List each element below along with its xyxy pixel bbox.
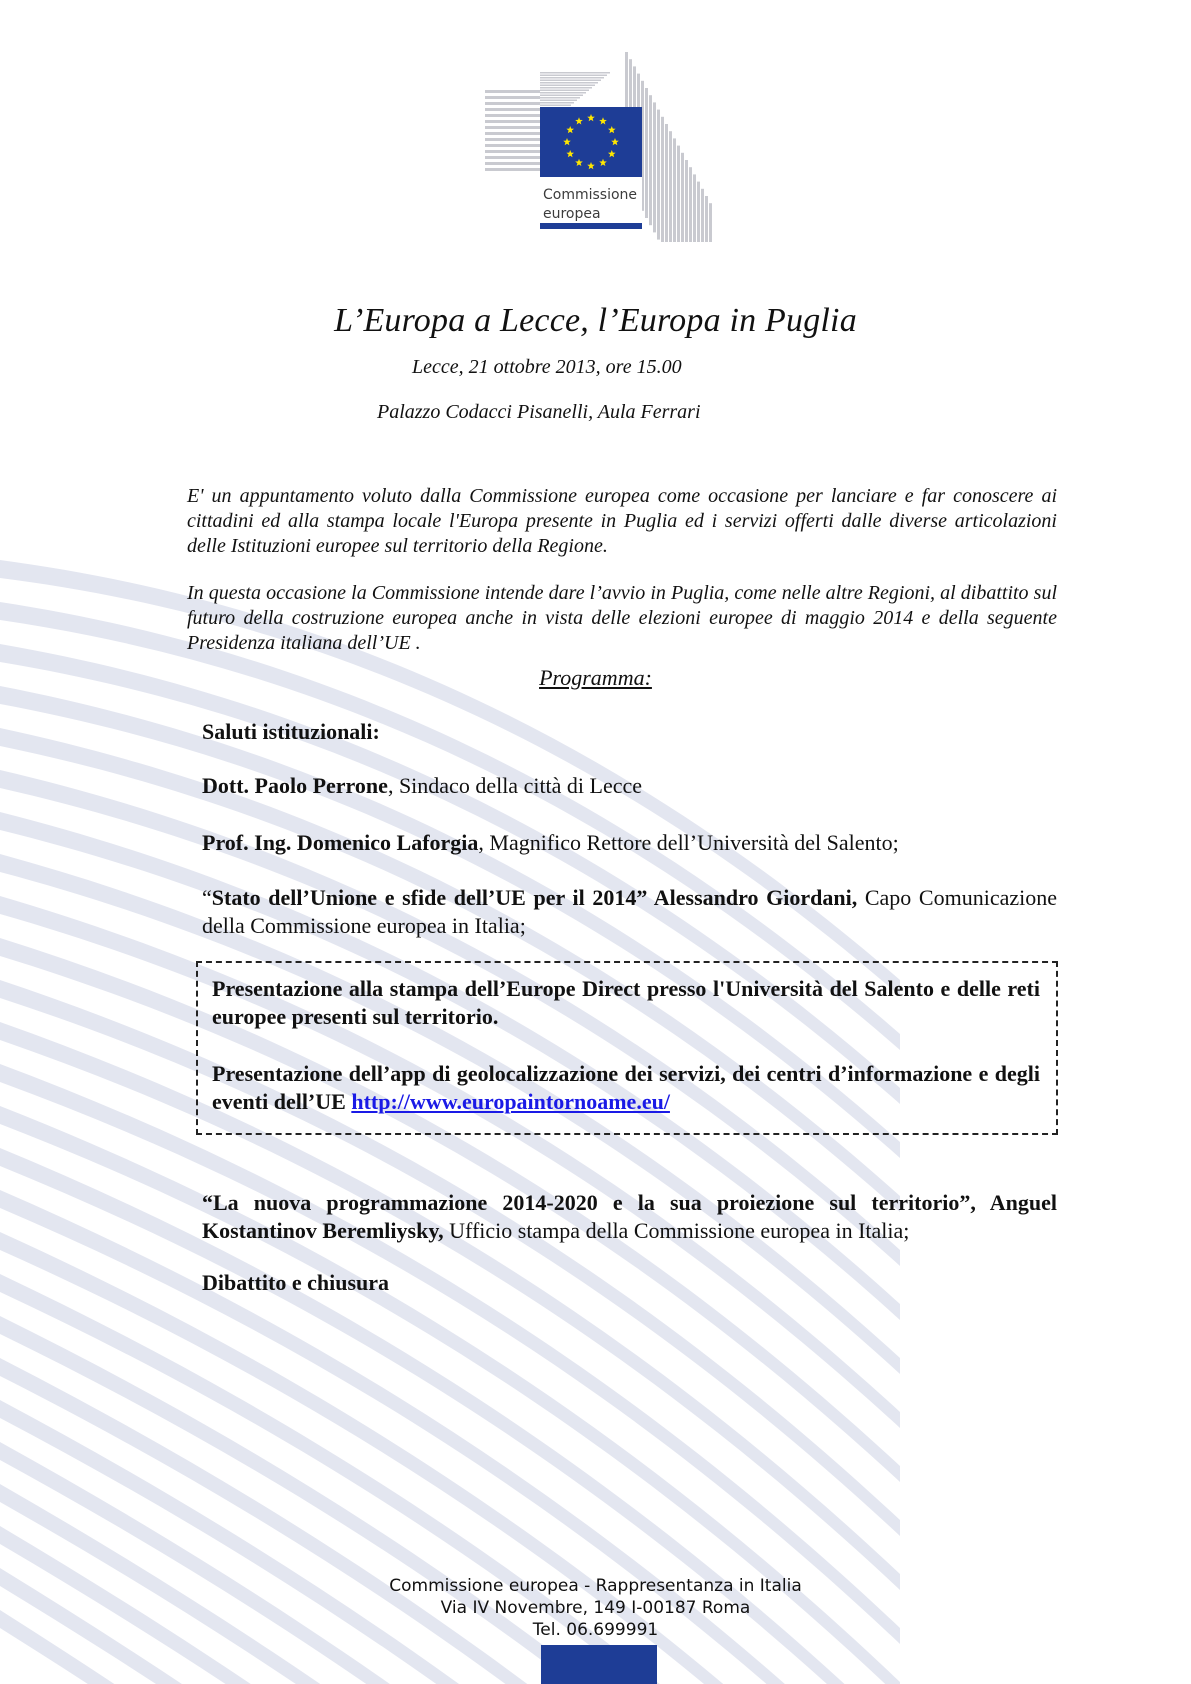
speaker-perrone (202, 772, 1057, 800)
logo-underline-bar (540, 223, 642, 229)
speaker-beremliysky-title: “La nuova programmazione 2014-2020 e la sua proiezione sul territorio”, Anguel Kostantinov Beremliysky, (202, 1190, 1057, 1243)
footer-blue-bar (541, 1645, 657, 1684)
presentation-app (212, 1060, 1040, 1116)
speaker-giordani-title: Stato dell’Unione e sfide dell’UE per il 2014” Alessandro Giordani, (211, 885, 858, 910)
programme-heading: Programma: (539, 665, 652, 690)
intro-paragraph-2: In questa occasione la Commissione intende dare l’avvio in Puglia, come nelle altre Regioni, al dibattito sul futuro della costruzione europea anche in vista delle elezioni europee di maggio 2014 e della seguente Presidenza italiana dell’UE . (187, 582, 1057, 654)
presentation-app-text: Presentazione dell’app di geolocalizzazione dei servizi, dei centri d’informazione e degli eventi dell’UE (212, 1061, 1040, 1114)
speaker-beremliysky-role: Ufficio stampa della Commissione europea in Italia; (443, 1218, 910, 1243)
event-title: L’Europa a Lecce, l’Europa in Puglia (334, 302, 857, 339)
presentation-europe-direct: Presentazione alla stampa dell’Europe Direct presso l'Università del Salento e delle reti europee presenti sul territorio. (212, 976, 1040, 1029)
speaker-giordani-role: Capo Comunicazione della Commissione europea in Italia; (202, 885, 1057, 938)
speaker-beremliysky (202, 1189, 1057, 1245)
event-venue: Palazzo Codacci Pisanelli, Aula Ferrari (377, 401, 701, 423)
speaker-perrone-name: Dott. Paolo Perrone (202, 773, 388, 798)
logo-text-europea: europea (543, 206, 601, 222)
logo-text-commissione: Commissione (543, 187, 638, 203)
footer-line-2: Via IV Novembre, 149 I-00187 Roma (440, 1598, 751, 1618)
speaker-giordani (202, 884, 1057, 940)
saluti-heading: Saluti istituzionali: (202, 719, 380, 744)
event-date: Lecce, 21 ottobre 2013, ore 15.00 (412, 356, 682, 378)
open-quote: “ (202, 885, 212, 910)
speaker-perrone-role: , Sindaco della città di Lecce (387, 773, 643, 798)
footer-address (0, 1575, 1191, 1641)
europaintornoame-link[interactable]: http://www.europaintornoame.eu/ (351, 1089, 670, 1114)
european-commission-logo (485, 52, 755, 242)
closing-item: Dibattito e chiusura (202, 1270, 389, 1295)
speaker-laforgia-name: Prof. Ing. Domenico Laforgia (202, 830, 479, 855)
speaker-laforgia (202, 829, 1057, 857)
footer-line-1: Commissione europea - Rappresentanza in Italia (389, 1576, 802, 1596)
speaker-laforgia-role: , Magnifico Rettore dell’Università del Salento; (478, 830, 899, 855)
intro-paragraph-1: E' un appuntamento voluto dalla Commissione europea come occasione per lanciare e far conoscere ai cittadini ed alla stampa locale l'Europa presente in Puglia ed i servizi offerti dalle diverse articolazioni delle Istituzioni europee sul territorio della Regione. (187, 485, 1057, 557)
footer-line-3: Tel. 06.699991 (532, 1620, 659, 1640)
